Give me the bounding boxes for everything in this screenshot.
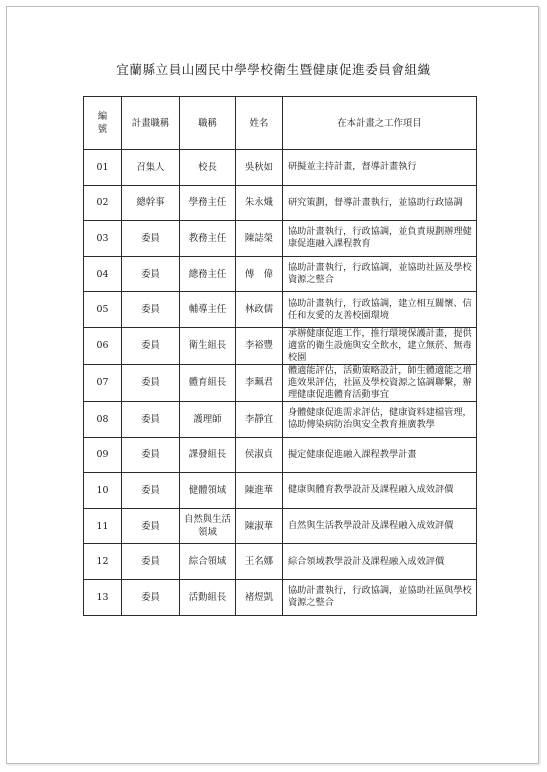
cell-name: 陳進華 bbox=[236, 473, 283, 509]
cell-name: 吳秋如 bbox=[236, 150, 283, 186]
cell-role: 委員 bbox=[122, 401, 180, 437]
table-row bbox=[84, 508, 477, 544]
table-row bbox=[84, 364, 477, 401]
header-work: 在本計畫之工作項目 bbox=[283, 97, 477, 150]
cell-work: 健康與體育教學設計及課程融入成效評價 bbox=[283, 473, 477, 509]
cell-role: 委員 bbox=[122, 221, 180, 257]
cell-name: 褚煜凱 bbox=[236, 579, 283, 615]
cell-position: 健體領域 bbox=[180, 473, 236, 509]
cell-role: 總幹事 bbox=[122, 185, 180, 221]
cell-name: 林政儒 bbox=[236, 292, 283, 328]
table-row bbox=[84, 256, 477, 292]
cell-position: 課發組長 bbox=[180, 437, 236, 473]
cell-position: 總務主任 bbox=[180, 256, 236, 292]
table-row bbox=[84, 327, 477, 364]
cell-work: 身體健康促進需求評估，健康資料建檔管理，協助傳染病防治與安全教育推廣教學 bbox=[283, 401, 477, 437]
table-row bbox=[84, 185, 477, 221]
cell-role: 委員 bbox=[122, 327, 180, 364]
cell-role: 委員 bbox=[122, 256, 180, 292]
cell-position: 體育組長 bbox=[180, 364, 236, 401]
cell-work: 綜合領域教學設計及課程融入成效評價 bbox=[283, 544, 477, 580]
table-row bbox=[84, 473, 477, 509]
cell-position: 衛生組長 bbox=[180, 327, 236, 364]
cell-work: 協助計畫執行，行政協調，並協助社區及學校資源之整合 bbox=[283, 256, 477, 292]
cell-name: 陳淑華 bbox=[236, 508, 283, 544]
cell-work: 協助計畫執行，行政協調，並協助社區與學校資源之整合 bbox=[283, 579, 477, 615]
cell-number: 03 bbox=[84, 221, 122, 257]
cell-number: 01 bbox=[84, 150, 122, 186]
cell-position: 教務主任 bbox=[180, 221, 236, 257]
cell-work: 自然與生活教學設計及課程融入成效評價 bbox=[283, 508, 477, 544]
cell-number: 11 bbox=[84, 508, 122, 544]
cell-role: 委員 bbox=[122, 508, 180, 544]
table-row bbox=[84, 150, 477, 186]
cell-role: 委員 bbox=[122, 364, 180, 401]
cell-role: 委員 bbox=[122, 473, 180, 509]
cell-number: 12 bbox=[84, 544, 122, 580]
cell-name: 傅 偉 bbox=[236, 256, 283, 292]
header-position: 職稱 bbox=[180, 97, 236, 150]
header-name: 姓名 bbox=[236, 97, 283, 150]
committee-table bbox=[83, 96, 477, 616]
cell-name: 侯淑貞 bbox=[236, 437, 283, 473]
header-role: 計畫職稱 bbox=[122, 97, 180, 150]
cell-name: 李靜宜 bbox=[236, 401, 283, 437]
cell-number: 06 bbox=[84, 327, 122, 364]
cell-position: 活動組長 bbox=[180, 579, 236, 615]
cell-work: 擬定健康促進融入課程教學計畫 bbox=[283, 437, 477, 473]
table-header-row bbox=[84, 97, 477, 150]
cell-position: 學務主任 bbox=[180, 185, 236, 221]
cell-work: 研究策劃，督導計畫執行，並協助行政協調 bbox=[283, 185, 477, 221]
cell-name: 朱永熾 bbox=[236, 185, 283, 221]
cell-name: 李珮君 bbox=[236, 364, 283, 401]
header-number bbox=[84, 97, 122, 150]
cell-name: 陳誌榮 bbox=[236, 221, 283, 257]
table-row bbox=[84, 437, 477, 473]
cell-position: 綜合領域 bbox=[180, 544, 236, 580]
cell-number: 09 bbox=[84, 437, 122, 473]
document-title: 宜蘭縣立員山國民中學學校衛生暨健康促進委員會組織 bbox=[116, 62, 431, 77]
cell-number: 08 bbox=[84, 401, 122, 437]
table-row bbox=[84, 292, 477, 328]
cell-position: 護理師 bbox=[180, 401, 236, 437]
cell-role: 召集人 bbox=[122, 150, 180, 186]
cell-position: 校長 bbox=[180, 150, 236, 186]
table-row bbox=[84, 579, 477, 615]
cell-role: 委員 bbox=[122, 437, 180, 473]
cell-role: 委員 bbox=[122, 544, 180, 580]
cell-work: 承辦健康促進工作，推行環境保護計畫，提供適當的衛生設施與安全飲水，建立無菸、無毒校園 bbox=[283, 327, 477, 364]
cell-number: 13 bbox=[84, 579, 122, 615]
cell-number: 10 bbox=[84, 473, 122, 509]
cell-position: 輔導主任 bbox=[180, 292, 236, 328]
table-row bbox=[84, 401, 477, 437]
header-number-label: 編 號 bbox=[97, 111, 108, 135]
cell-work: 協助計畫執行，行政協調，並負責規劃辦理健康促進融入課程教育 bbox=[283, 221, 477, 257]
cell-work: 體適能評估，活動策略設計，師生體適能之增進效果評估，社區及學校資源之協調聯繫，辦理健康促進體育活動事宜 bbox=[283, 364, 477, 401]
cell-number: 05 bbox=[84, 292, 122, 328]
cell-name: 李裕豐 bbox=[236, 327, 283, 364]
cell-number: 07 bbox=[84, 364, 122, 401]
cell-role: 委員 bbox=[122, 579, 180, 615]
cell-number: 04 bbox=[84, 256, 122, 292]
cell-number: 02 bbox=[84, 185, 122, 221]
cell-work: 研擬並主持計畫，督導計畫執行 bbox=[283, 150, 477, 186]
table-row bbox=[84, 544, 477, 580]
cell-work: 協助計畫執行，行政協調，建立相互關懷、信任和友愛的友善校園環境 bbox=[283, 292, 477, 328]
cell-name: 王名娜 bbox=[236, 544, 283, 580]
table-row bbox=[84, 221, 477, 257]
cell-role: 委員 bbox=[122, 292, 180, 328]
cell-position: 自然與生活領域 bbox=[180, 508, 236, 544]
